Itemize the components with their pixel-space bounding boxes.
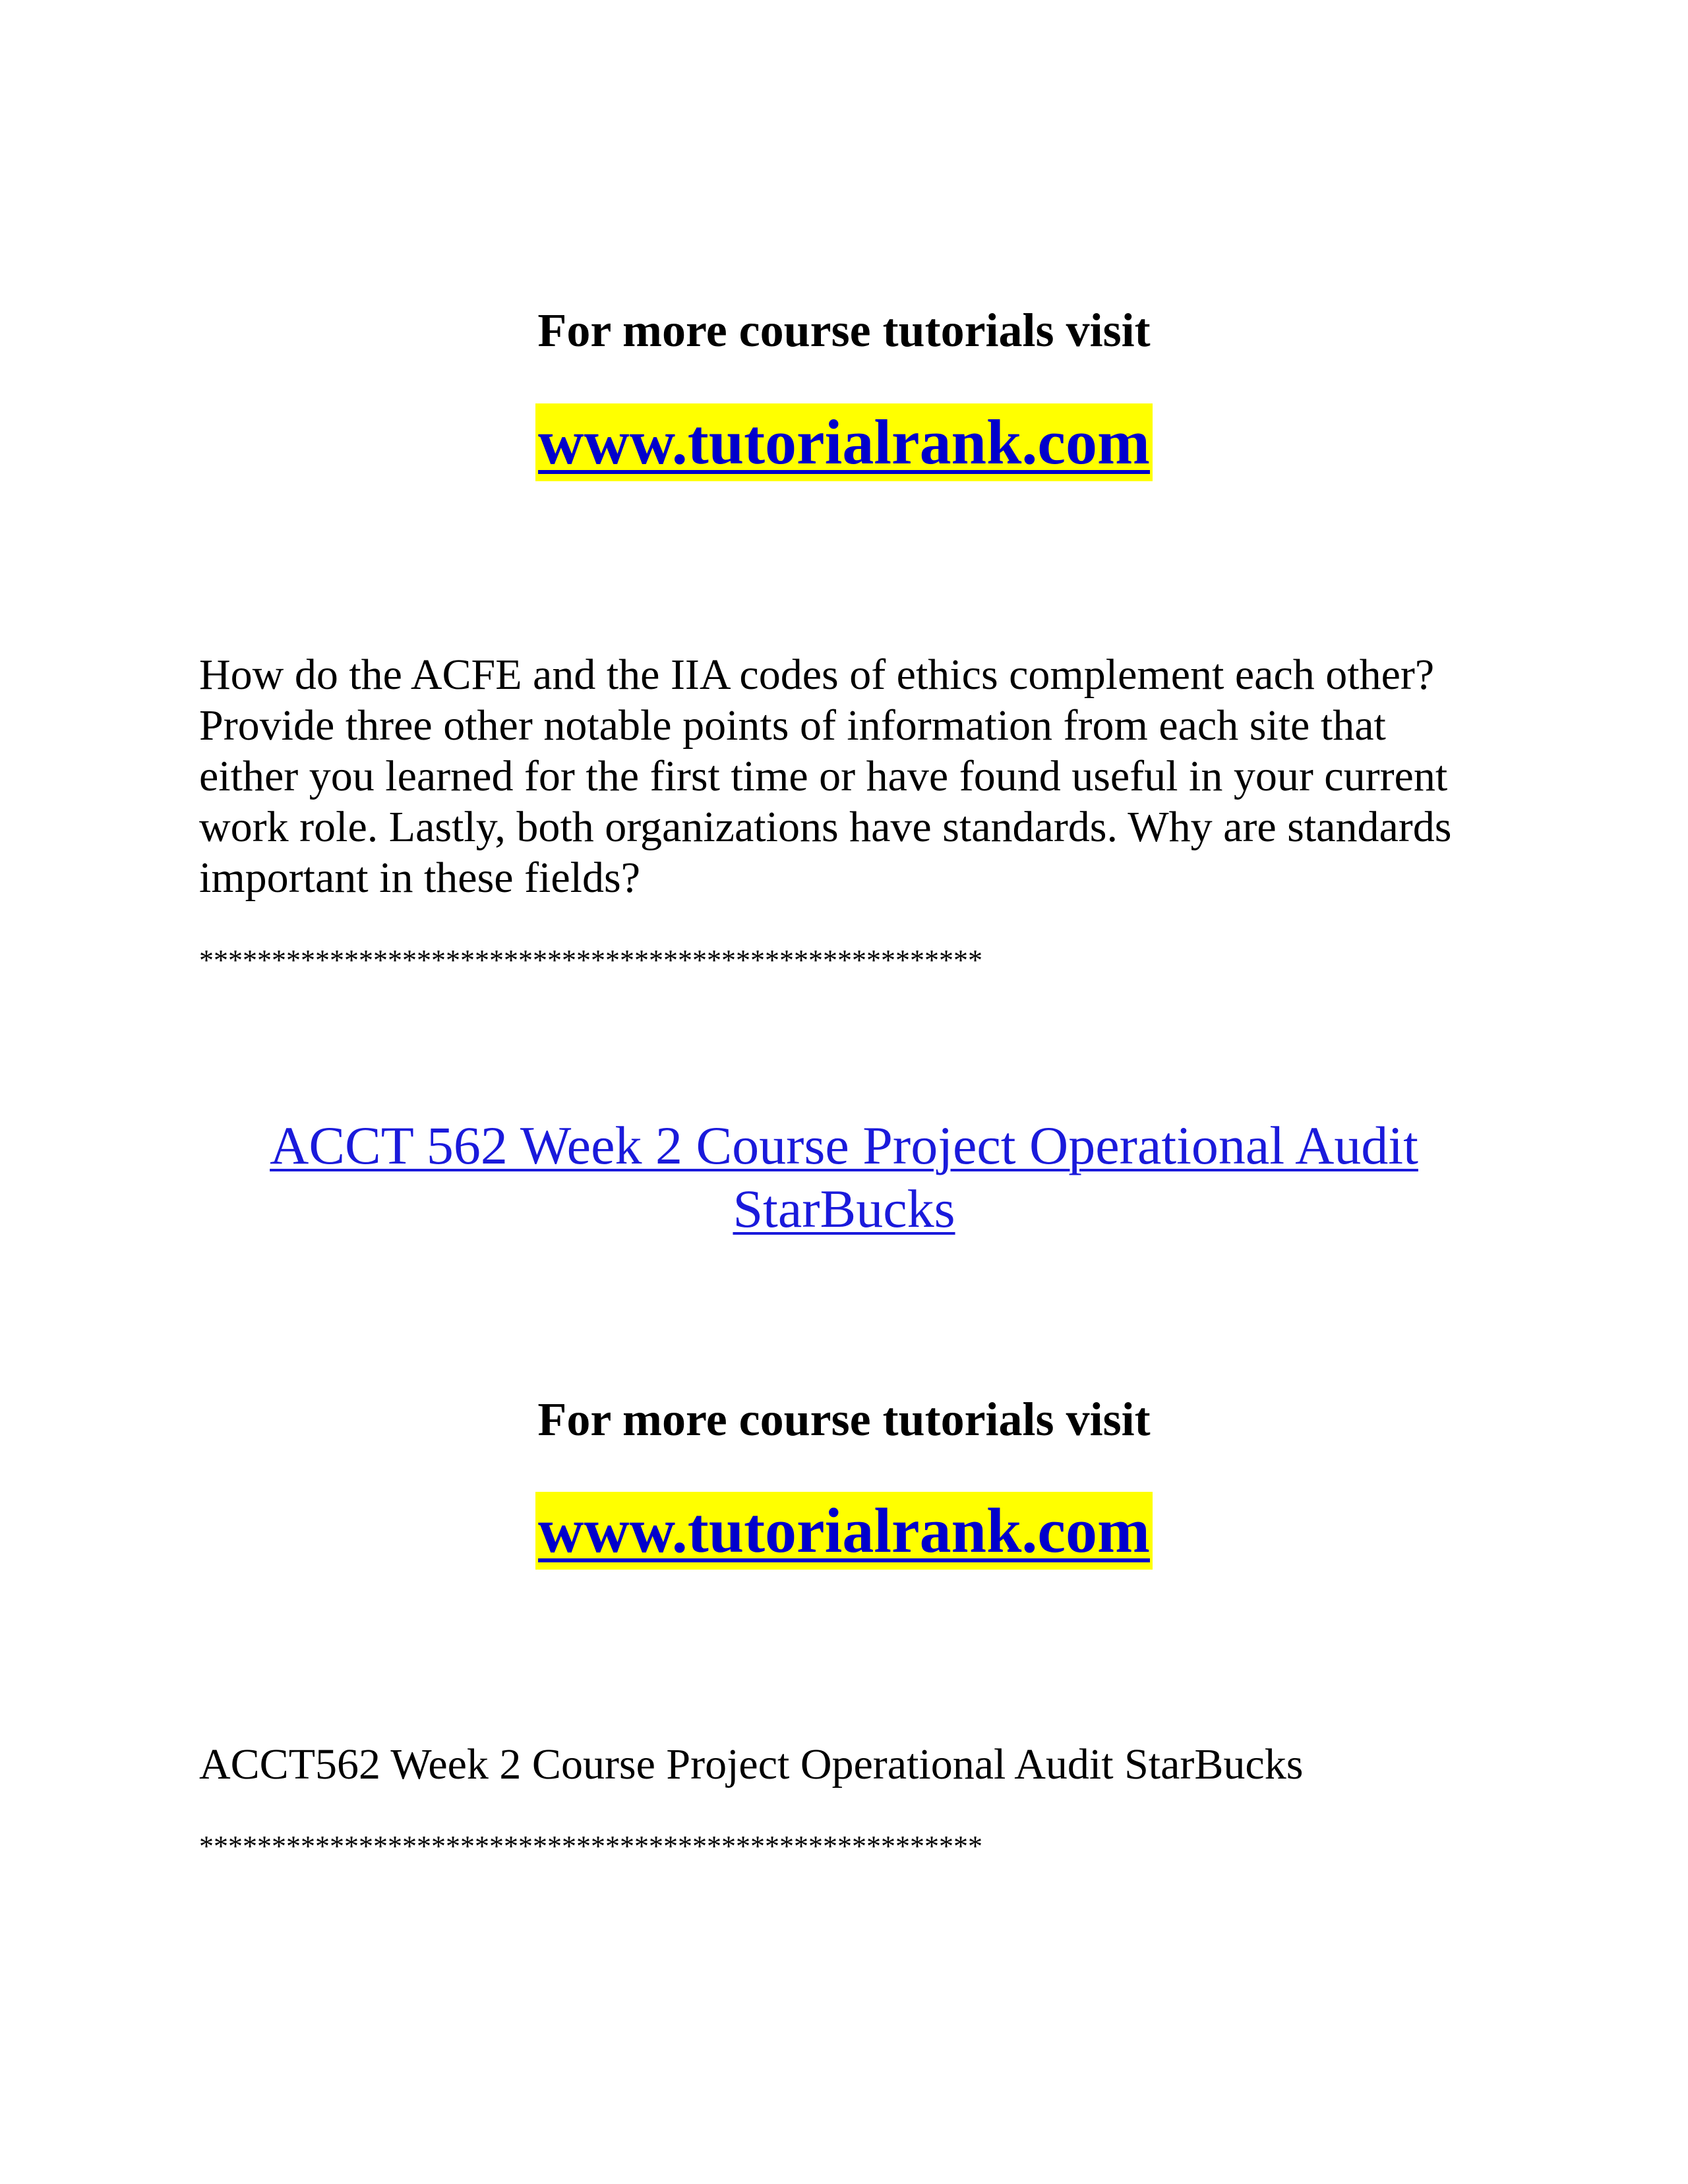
separator-stars-2: ****************************************************** [199,1830,982,1862]
promo-link-top-wrap [0,403,1688,481]
promo-link-bottom[interactable]: www.tutorialrank.com [535,1492,1153,1570]
next-tutorial-line1: ACCT 562 Week 2 Course Project Operational Audit [270,1115,1418,1175]
next-tutorial-link[interactable] [198,1114,1490,1241]
question-line: either you learned for the first time or have found useful in your current [199,752,1448,800]
question-paragraph [199,649,1518,903]
description-text: ACCT562 Week 2 Course Project Operational Audit StarBucks [199,1740,1304,1788]
question-line: work role. Lastly, both organizations have standards. Why are standards [199,803,1452,851]
promo-link-top[interactable]: www.tutorialrank.com [535,403,1153,481]
separator-stars-1: ****************************************************** [199,944,982,976]
question-line: important in these fields? [199,854,640,902]
question-line: Provide three other notable points of information from each site that [199,701,1386,750]
promo-link-bottom-wrap [0,1492,1688,1570]
next-tutorial-line2: StarBucks [733,1179,955,1239]
question-line: How do the ACFE and the IIA codes of ethics complement each other? [199,651,1435,699]
promo-heading-bottom: For more course tutorials visit [537,1393,1151,1446]
promo-heading-top: For more course tutorials visit [537,304,1151,357]
